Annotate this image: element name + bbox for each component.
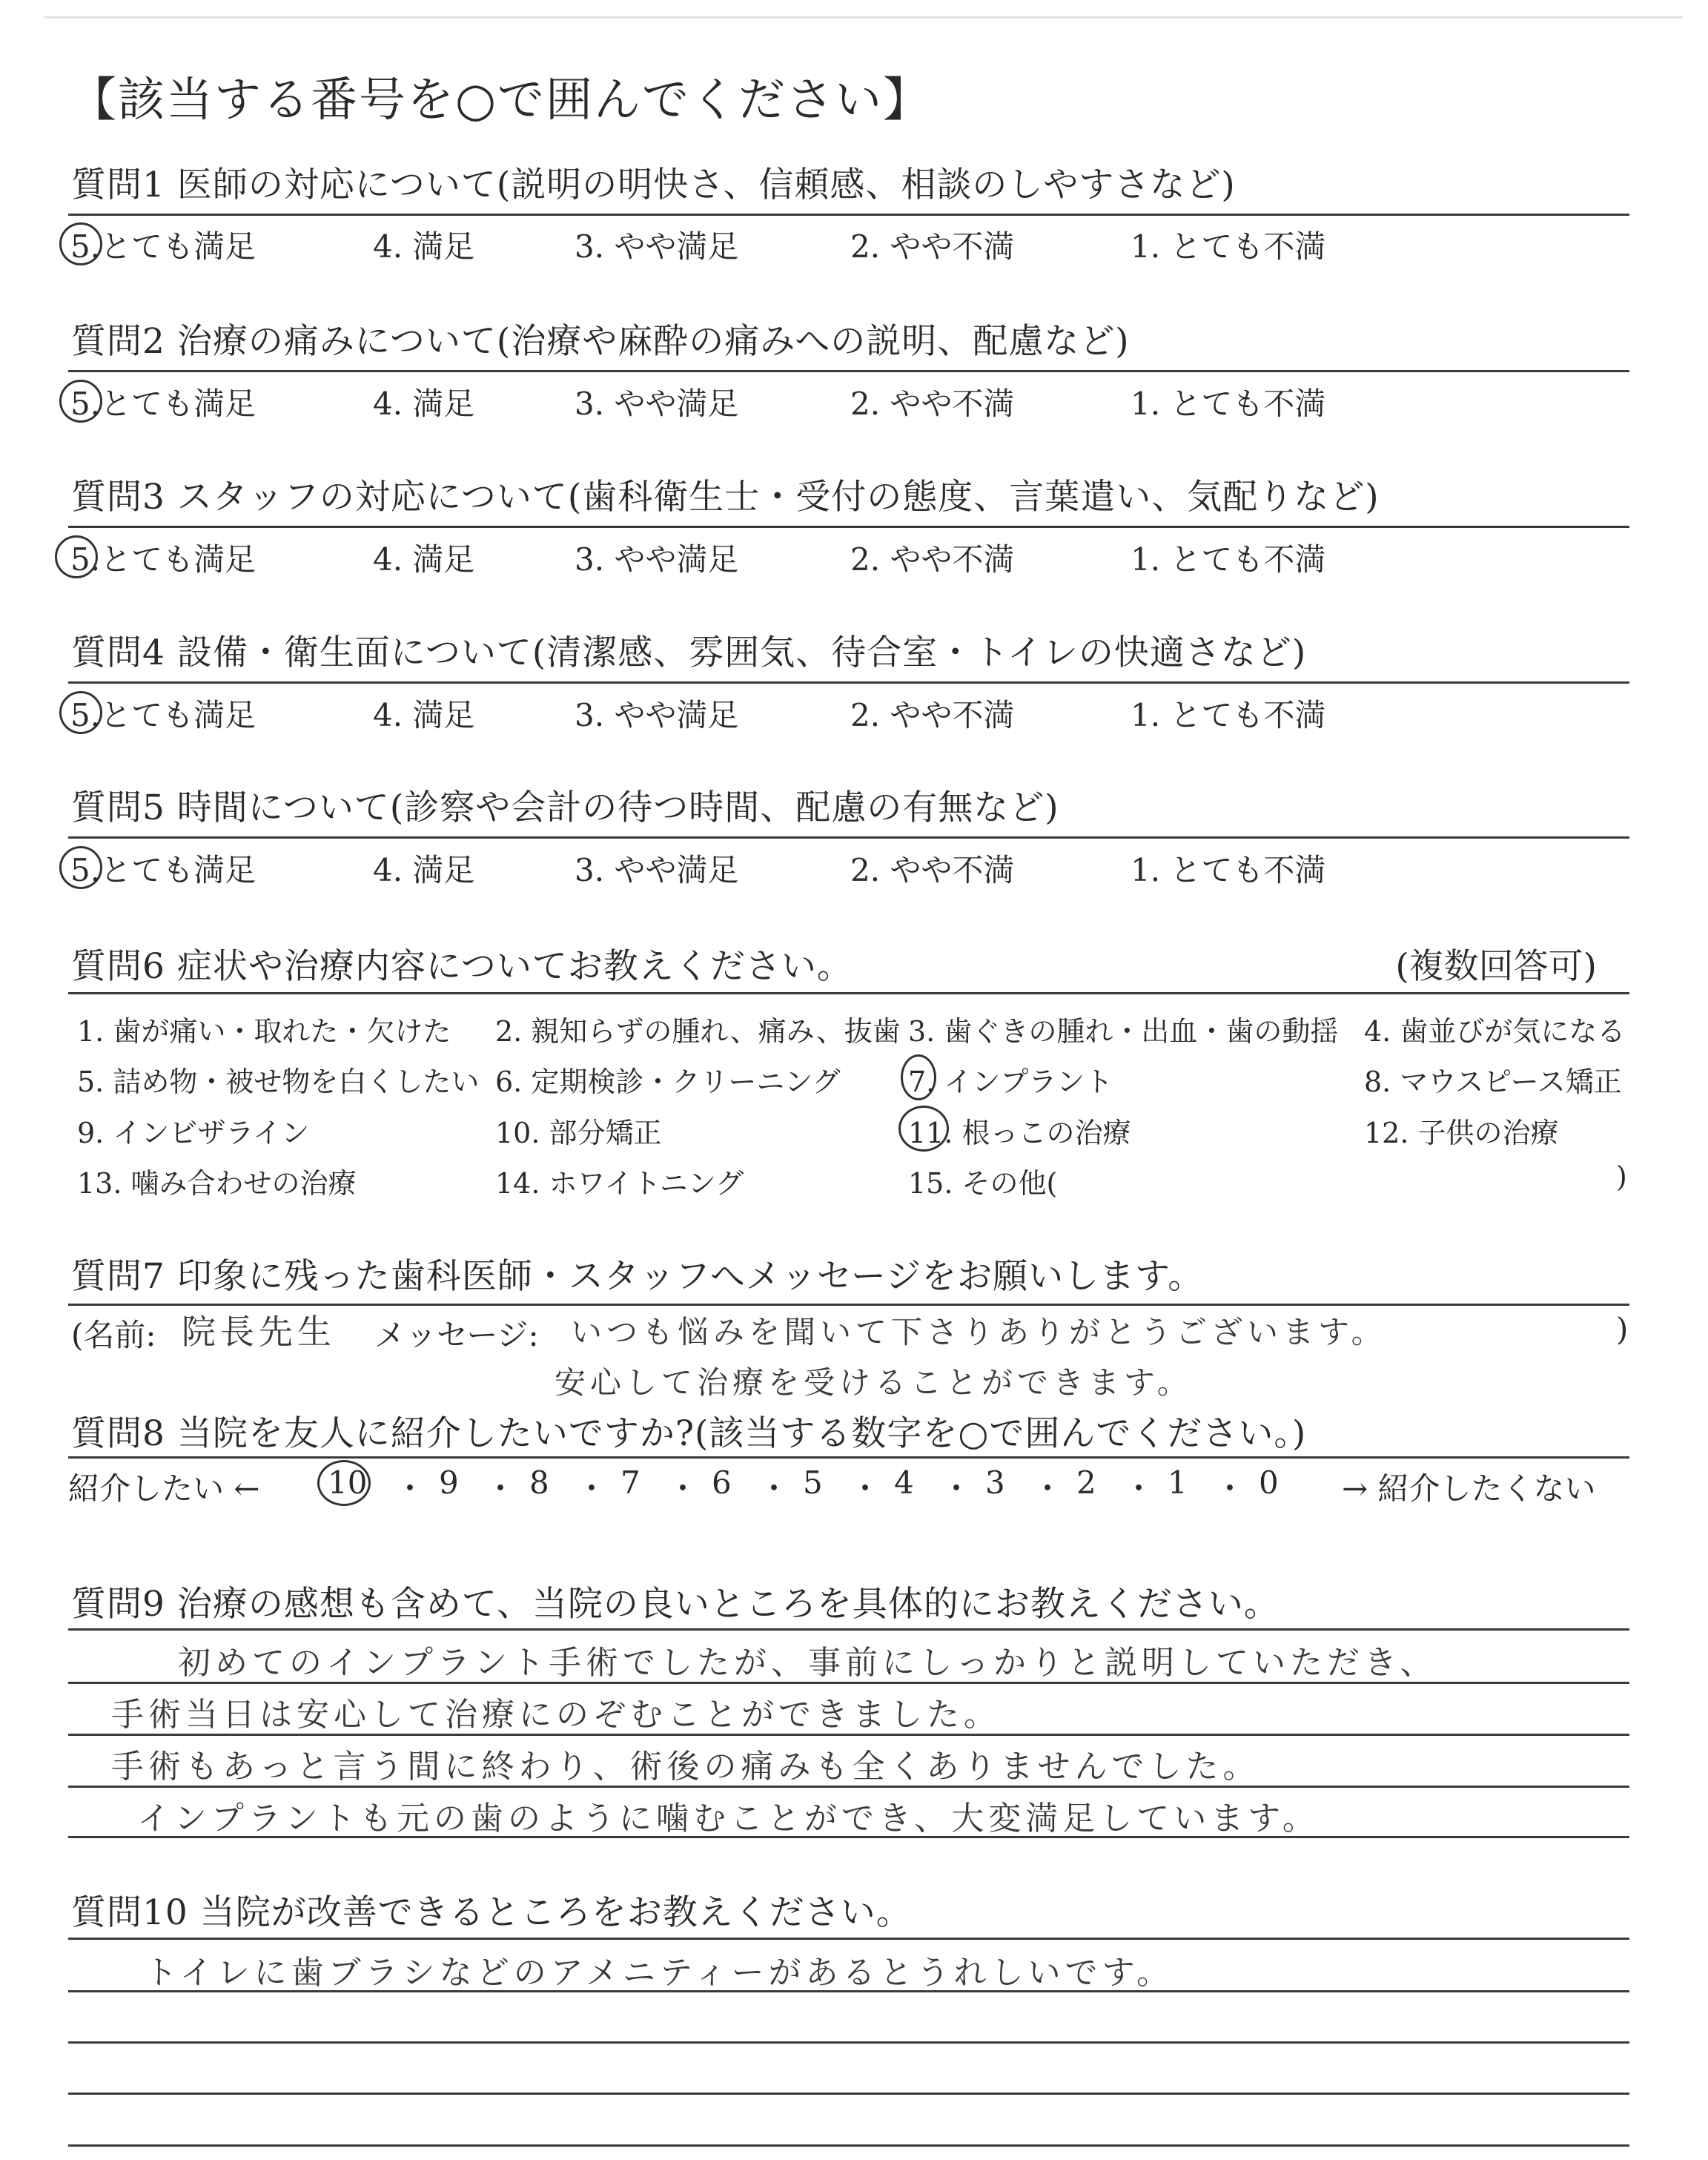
message-line-2[interactable]: 安心して治療を受けることができます。 [555,1364,1193,1401]
form-title: 【該当する番号を○で囲んでください】 [70,73,931,127]
choice-4[interactable]: 4. 満足 [373,852,475,888]
question-5-label: 質問5 時間について(診察や会計の待つ時間、配慮の有無など) [71,787,1059,828]
option-10[interactable]: 10. 部分矯正 [495,1117,662,1149]
scale-8[interactable]: 8 [529,1464,549,1501]
choice-5[interactable]: 5.とても満足 [70,228,256,265]
choice-3[interactable]: 3. やや満足 [575,852,739,888]
choice-4[interactable]: 4. 満足 [373,228,475,265]
scale-3[interactable]: 3 [985,1464,1005,1501]
scale-6[interactable]: 6 [712,1464,732,1501]
option-7[interactable]: 7. インプラント [908,1066,1113,1098]
answer-line [68,2144,1629,2147]
question-4-rule [68,681,1629,684]
option-13[interactable]: 13. 噛み合わせの治療 [77,1167,357,1200]
choice-5[interactable]: 5.とても満足 [70,697,256,733]
option-6[interactable]: 6. 定期検診・クリーニング [495,1066,841,1098]
question-4-label: 質問4 設備・衛生面について(清潔感、雰囲気、待合室・トイレの快適さなど) [71,633,1307,673]
scale-2[interactable]: 2 [1076,1464,1096,1501]
choice-3[interactable]: 3. やや満足 [575,386,739,422]
scale-9[interactable]: 9 [439,1464,459,1501]
question-8-rule [68,1456,1629,1459]
option-9[interactable]: 9. インビザライン [77,1117,310,1149]
answer-line [68,1628,1629,1631]
choice-3[interactable]: 3. やや満足 [575,697,739,733]
question-6-label: 質問6 症状や治療内容についてお教えください。 [71,946,853,987]
message-line-1[interactable]: いつも悩みを聞いて下さりありがとうございます。 [571,1314,1387,1350]
question-5-rule [68,836,1629,839]
scale-left-label: 紹介したい ← [68,1470,260,1507]
scale-right-label: → 紹介したくない [1342,1470,1596,1507]
question-2-label: 質問2 治療の痛みについて(治療や麻酔の痛みへの説明、配慮など) [71,321,1130,362]
choice-2[interactable]: 2. やや不満 [850,386,1015,422]
question-8-label: 質問8 当院を友人に紹介したいですか?(該当する数字を○で囲んでください。) [71,1413,1307,1454]
answer-line-1[interactable]: 初めてのインプラント手術でしたが、事前にしっかりと説明していただき、 [178,1644,1437,1682]
question-6-rule [68,992,1629,994]
answer-line-4[interactable]: インプラントも元の歯のように噛むことができ、大変満足しています。 [137,1800,1320,1837]
option-14[interactable]: 14. ホワイトニング [495,1167,744,1200]
question-2-rule [68,370,1629,372]
option-2[interactable]: 2. 親知らずの腫れ、痛み、抜歯 [495,1015,901,1048]
scale-0[interactable]: 0 [1259,1464,1279,1501]
choice-2[interactable]: 2. やや不満 [850,541,1015,578]
scale-7[interactable]: 7 [620,1464,640,1501]
answer-line [68,1938,1629,1940]
question-1-label: 質問1 医師の対応について(説明の明快さ、信頼感、相談のしやすさなど) [71,165,1236,205]
multiple-answers-note: (複数回答可) [1395,946,1597,987]
choice-1[interactable]: 1. とても不満 [1131,852,1326,888]
option-1[interactable]: 1. 歯が痛い・取れた・欠けた [77,1015,451,1048]
question-7-label: 質問7 印象に残った歯科医師・スタッフへメッセージをお願いします。 [71,1256,1204,1297]
message-close: ) [1616,1311,1629,1347]
choice-3[interactable]: 3. やや満足 [575,541,739,578]
choice-2[interactable]: 2. やや不満 [850,852,1015,888]
scale-1[interactable]: 1 [1168,1464,1188,1501]
option-5[interactable]: 5. 詰め物・被せ物を白くしたい [77,1066,480,1098]
question-3-rule [68,526,1629,528]
question-1-rule [68,214,1629,216]
scale-5[interactable]: 5 [803,1464,823,1501]
option-8[interactable]: 8. マウスピース矯正 [1364,1066,1622,1098]
choice-5[interactable]: 5.とても満足 [70,541,256,578]
question-10-label: 質問10 当院が改善できるところをお教えください。 [71,1892,912,1933]
choice-1[interactable]: 1. とても不満 [1131,541,1326,578]
choice-4[interactable]: 4. 満足 [373,386,475,422]
option-12[interactable]: 12. 子供の治療 [1364,1117,1559,1149]
answer-line-2[interactable]: 手術当日は安心して治療にのぞむことができました。 [111,1696,1001,1734]
answer-line-3[interactable]: 手術もあっと言う間に終わり、術後の痛みも全くありませんでした。 [111,1748,1260,1786]
choice-3[interactable]: 3. やや満足 [575,228,739,265]
improvement-line-1[interactable]: トイレに歯ブラシなどのアメニティーがあるとうれしいです。 [145,1954,1174,1992]
choice-4[interactable]: 4. 満足 [373,541,475,578]
choice-5[interactable]: 5.とても満足 [70,852,256,888]
choice-4[interactable]: 4. 満足 [373,697,475,733]
option-15-close: ) [1616,1160,1627,1193]
option-3[interactable]: 3. 歯ぐきの腫れ・出血・歯の動揺 [908,1015,1339,1048]
choice-1[interactable]: 1. とても不満 [1131,386,1326,422]
choice-5[interactable]: 5.とても満足 [70,386,256,422]
message-label: メッセージ: [374,1317,539,1353]
option-15[interactable]: 15. その他( [908,1167,1058,1200]
name-label: (名前: [71,1317,156,1353]
answer-line [68,2041,1629,2044]
answer-line [68,2093,1629,2095]
top-border [44,16,1683,19]
question-3-label: 質問3 スタッフの対応について(歯科衛生士・受付の態度、言葉遣い、気配りなど) [71,477,1380,518]
choice-2[interactable]: 2. やや不満 [850,228,1015,265]
choice-2[interactable]: 2. やや不満 [850,697,1015,733]
choice-1[interactable]: 1. とても不満 [1131,697,1326,733]
choice-1[interactable]: 1. とても不満 [1131,228,1326,265]
scale-4[interactable]: 4 [894,1464,914,1501]
option-11[interactable]: 11. 根っこの治療 [908,1117,1131,1149]
scale-10[interactable]: 10 [328,1464,368,1501]
question-9-label: 質問9 治療の感想も含めて、当院の良いところを具体的にお教えください。 [71,1584,1280,1625]
option-4[interactable]: 4. 歯並びが気になる [1364,1015,1626,1048]
name-value[interactable]: 院長先生 [182,1312,336,1352]
